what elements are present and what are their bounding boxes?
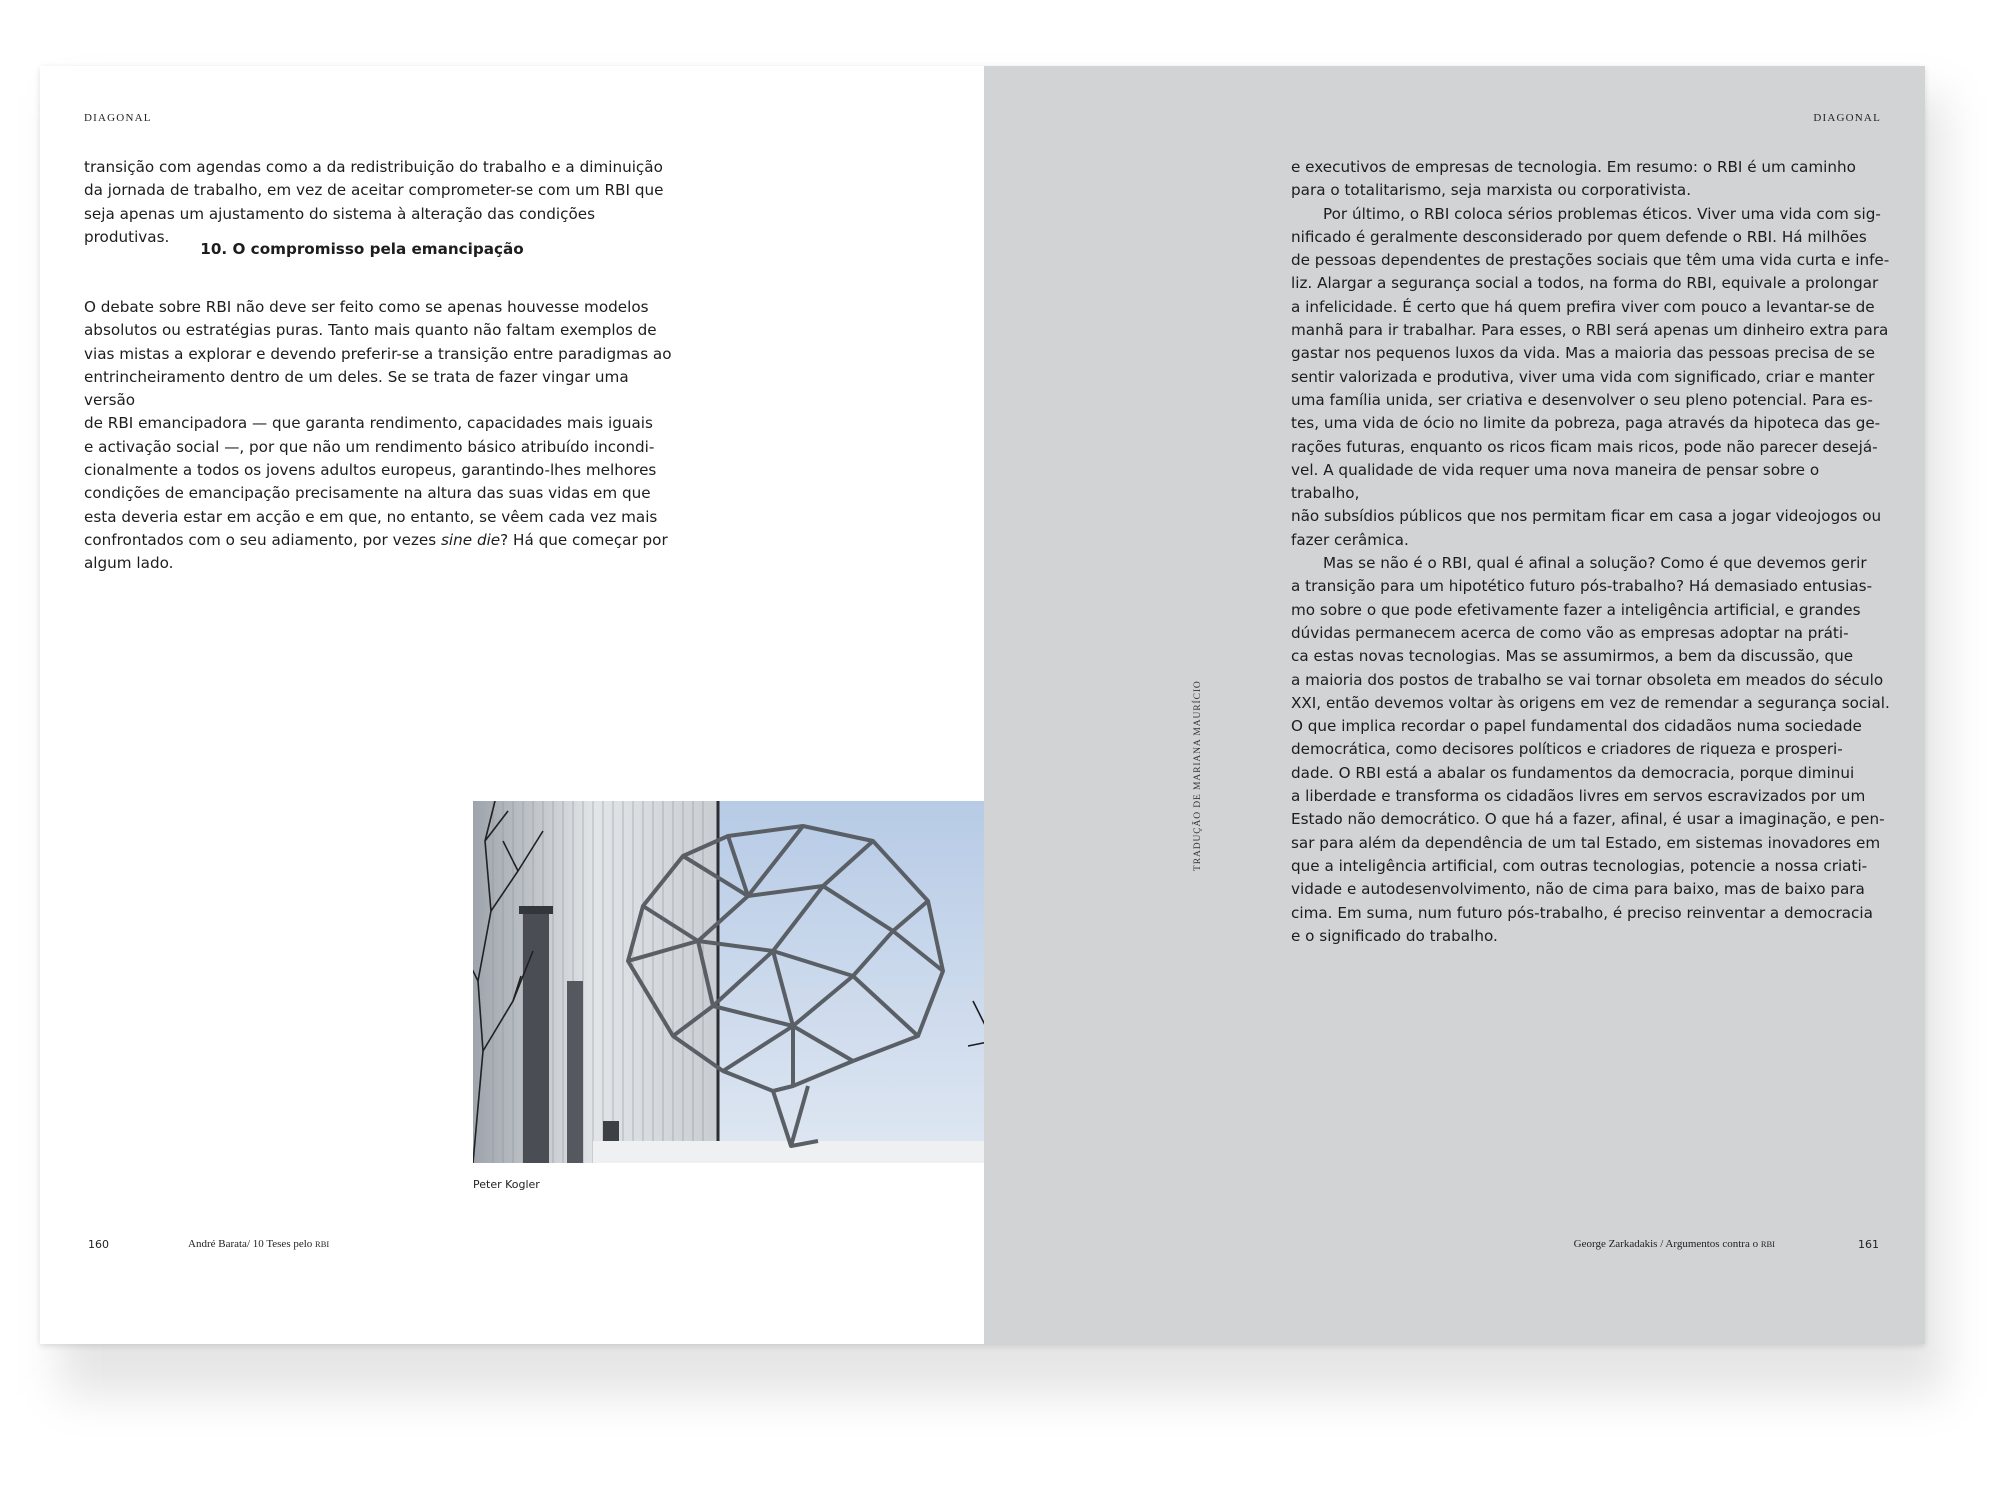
page-number: 161 xyxy=(1858,1238,1879,1251)
footer-title-acronym: RBI xyxy=(315,1239,330,1249)
text-line: Por último, o RBI coloca sérios problemas éticos. Viver uma vida com sig- xyxy=(1323,204,1881,223)
left-continuation-text xyxy=(84,156,684,249)
text-fragment: ? Há que começar por xyxy=(500,530,668,549)
text-line: de pessoas dependentes de prestações sociais que têm uma vida curta e infe- xyxy=(1291,251,1890,270)
text-line: vel. A qualidade de vida requer uma nova maneira de pensar sobre o trabalho, xyxy=(1291,460,1820,503)
text-line: nificado é geralmente desconsiderado por quem defende o RBI. Há milhões xyxy=(1291,227,1867,246)
text-line: algum lado. xyxy=(84,554,174,573)
text-line: O que implica recordar o papel fundamental dos cidadãos numa sociedade xyxy=(1291,717,1862,736)
text-line: da jornada de trabalho, em vez de aceitar comprometer-se com um RBI que xyxy=(84,181,664,200)
right-body-text xyxy=(1291,156,1891,948)
right-page xyxy=(984,66,1925,1344)
text-line: Mas se não é o RBI, qual é afinal a solução? Como é que devemos gerir xyxy=(1323,554,1867,573)
left-paragraph xyxy=(84,296,684,576)
text-line: liz. Alargar a segurança social a todos, na forma do RBI, equivale a prolongar xyxy=(1291,274,1879,293)
text-line: ca estas novas tecnologias. Mas se assumirmos, a bem da discussão, que xyxy=(1291,647,1854,666)
text-line: sentir valorizada e produtiva, viver uma vida com significado, criar e manter xyxy=(1291,367,1875,386)
text-line: democrática, como decisores políticos e criadores de riqueza e prosperi- xyxy=(1291,740,1843,759)
magazine-spread xyxy=(40,66,1925,1344)
text-line: Estado não democrático. O que há a fazer, afinal, é usar a imaginação, e pen- xyxy=(1291,810,1885,829)
text-line: de RBI emancipadora — que garanta rendimento, capacidades mais iguais xyxy=(84,414,653,433)
text-line: tes, uma vida de ócio no limite da pobreza, paga através da hipoteca das ge- xyxy=(1291,414,1881,433)
text-line: cima. Em suma, num futuro pós-trabalho, é preciso reinventar a democracia xyxy=(1291,903,1873,922)
text-line: que a inteligência artificial, com outras tecnologias, potencie a nossa criati- xyxy=(1291,856,1868,875)
footer-separator: / xyxy=(246,1238,253,1250)
text-line: e executivos de empresas de tecnologia. Em resumo: o RBI é um caminho xyxy=(1291,158,1856,176)
text-line: fazer cerâmica. xyxy=(1291,530,1409,549)
footer-author: George Zarkadakis xyxy=(1573,1238,1658,1250)
footer-separator: / xyxy=(1657,1238,1666,1250)
left-running-head: DIAGONAL xyxy=(84,112,152,124)
footer-title-acronym: RBI xyxy=(1760,1239,1775,1249)
text-line: absolutos ou estratégias puras. Tanto mais quanto não faltam exemplos de xyxy=(84,321,657,340)
text-line: e o significado do trabalho. xyxy=(1291,926,1498,945)
text-line: XXI, então devemos voltar às origens em vez de remendar a segurança social. xyxy=(1291,693,1890,712)
text-line: seja apenas um ajustamento do sistema à alteração das condições produtivas. xyxy=(84,204,596,246)
text-fragment: confrontados com o seu adiamento, por vezes xyxy=(84,530,442,549)
text-line: a maioria dos postos de trabalho se vai tornar obsoleta em meados do século xyxy=(1291,670,1884,689)
left-page xyxy=(40,66,984,1344)
text-line: rações futuras, enquanto os ricos ficam mais ricos, pode não parecer desejá- xyxy=(1291,437,1878,456)
text-line: sar para além da dependência de um tal Estado, em sistemas inovadores em xyxy=(1291,833,1881,852)
text-line: dúvidas permanecem acerca de como vão as empresas adoptar na práti- xyxy=(1291,623,1849,642)
text-line: a infelicidade. É certo que há quem prefira viver com pouco a levantar-se de xyxy=(1291,297,1875,316)
photo-caption: Peter Kogler xyxy=(473,1178,540,1191)
footer-author: André Barata xyxy=(188,1238,247,1250)
right-footer-credit xyxy=(1574,1238,1775,1250)
text-line: cionalmente a todos os jovens adultos europeus, garantindo-lhes melhores xyxy=(84,461,657,480)
text-line: a liberdade e transforma os cidadãos livres em servos escravizados por um xyxy=(1291,787,1866,806)
text-line: mo sobre o que pode efetivamente fazer a inteligência artificial, e grandes xyxy=(1291,600,1861,619)
text-line: manhã para ir trabalhar. Para esses, o RBI será apenas um dinheiro extra para xyxy=(1291,321,1889,340)
text-line: uma família unida, ser criativa e desenvolver o seu pleno potencial. Para es- xyxy=(1291,390,1873,409)
text-line xyxy=(84,529,684,552)
translation-credit: TRADUÇÃO DE MARIANA MAURÍCIO xyxy=(1193,680,1203,871)
left-footer-credit xyxy=(188,1238,329,1250)
text-line: para o totalitarismo, seja marxista ou corporativista. xyxy=(1291,181,1692,200)
text-line: não subsídios públicos que nos permitam ficar em casa a jogar videojogos ou xyxy=(1291,507,1882,526)
text-line: dade. O RBI está a abalar os fundamentos da democracia, porque diminui xyxy=(1291,763,1855,782)
page-number: 160 xyxy=(88,1238,109,1251)
text-line: a transição para um hipotético futuro pós-trabalho? Há demasiado entusias- xyxy=(1291,577,1873,596)
text-line: O debate sobre RBI não deve ser feito como se apenas houvesse modelos xyxy=(84,298,649,316)
text-line: esta deveria estar em acção e em que, no entanto, se vêem cada vez mais xyxy=(84,507,658,526)
text-line: gastar nos pequenos luxos da vida. Mas a maioria das pessoas precisa de se xyxy=(1291,344,1875,363)
text-line: transição com agendas como a da redistribuição do trabalho e a diminuição xyxy=(84,158,663,176)
footer-title: 10 Teses pelo xyxy=(252,1238,313,1250)
text-line: entrincheiramento dentro de um deles. Se se trata de fazer vingar uma versão xyxy=(84,367,629,410)
right-running-head: DIAGONAL xyxy=(1813,112,1881,124)
text-line: vidade e autodesenvolvimento, não de cima para baixo, mas de baixo para xyxy=(1291,880,1865,899)
text-line: e activação social —, por que não um rendimento básico atribuído incondi- xyxy=(84,437,655,456)
section-heading: 10. O compromisso pela emancipação xyxy=(200,240,524,258)
footer-title: Argumentos contra o xyxy=(1665,1238,1759,1250)
text-line: condições de emancipação precisamente na altura das suas vidas em que xyxy=(84,484,651,503)
text-line: vias mistas a explorar e devendo preferir-se a transição entre paradigmas ao xyxy=(84,344,672,363)
italic-term: sine die xyxy=(441,530,501,549)
